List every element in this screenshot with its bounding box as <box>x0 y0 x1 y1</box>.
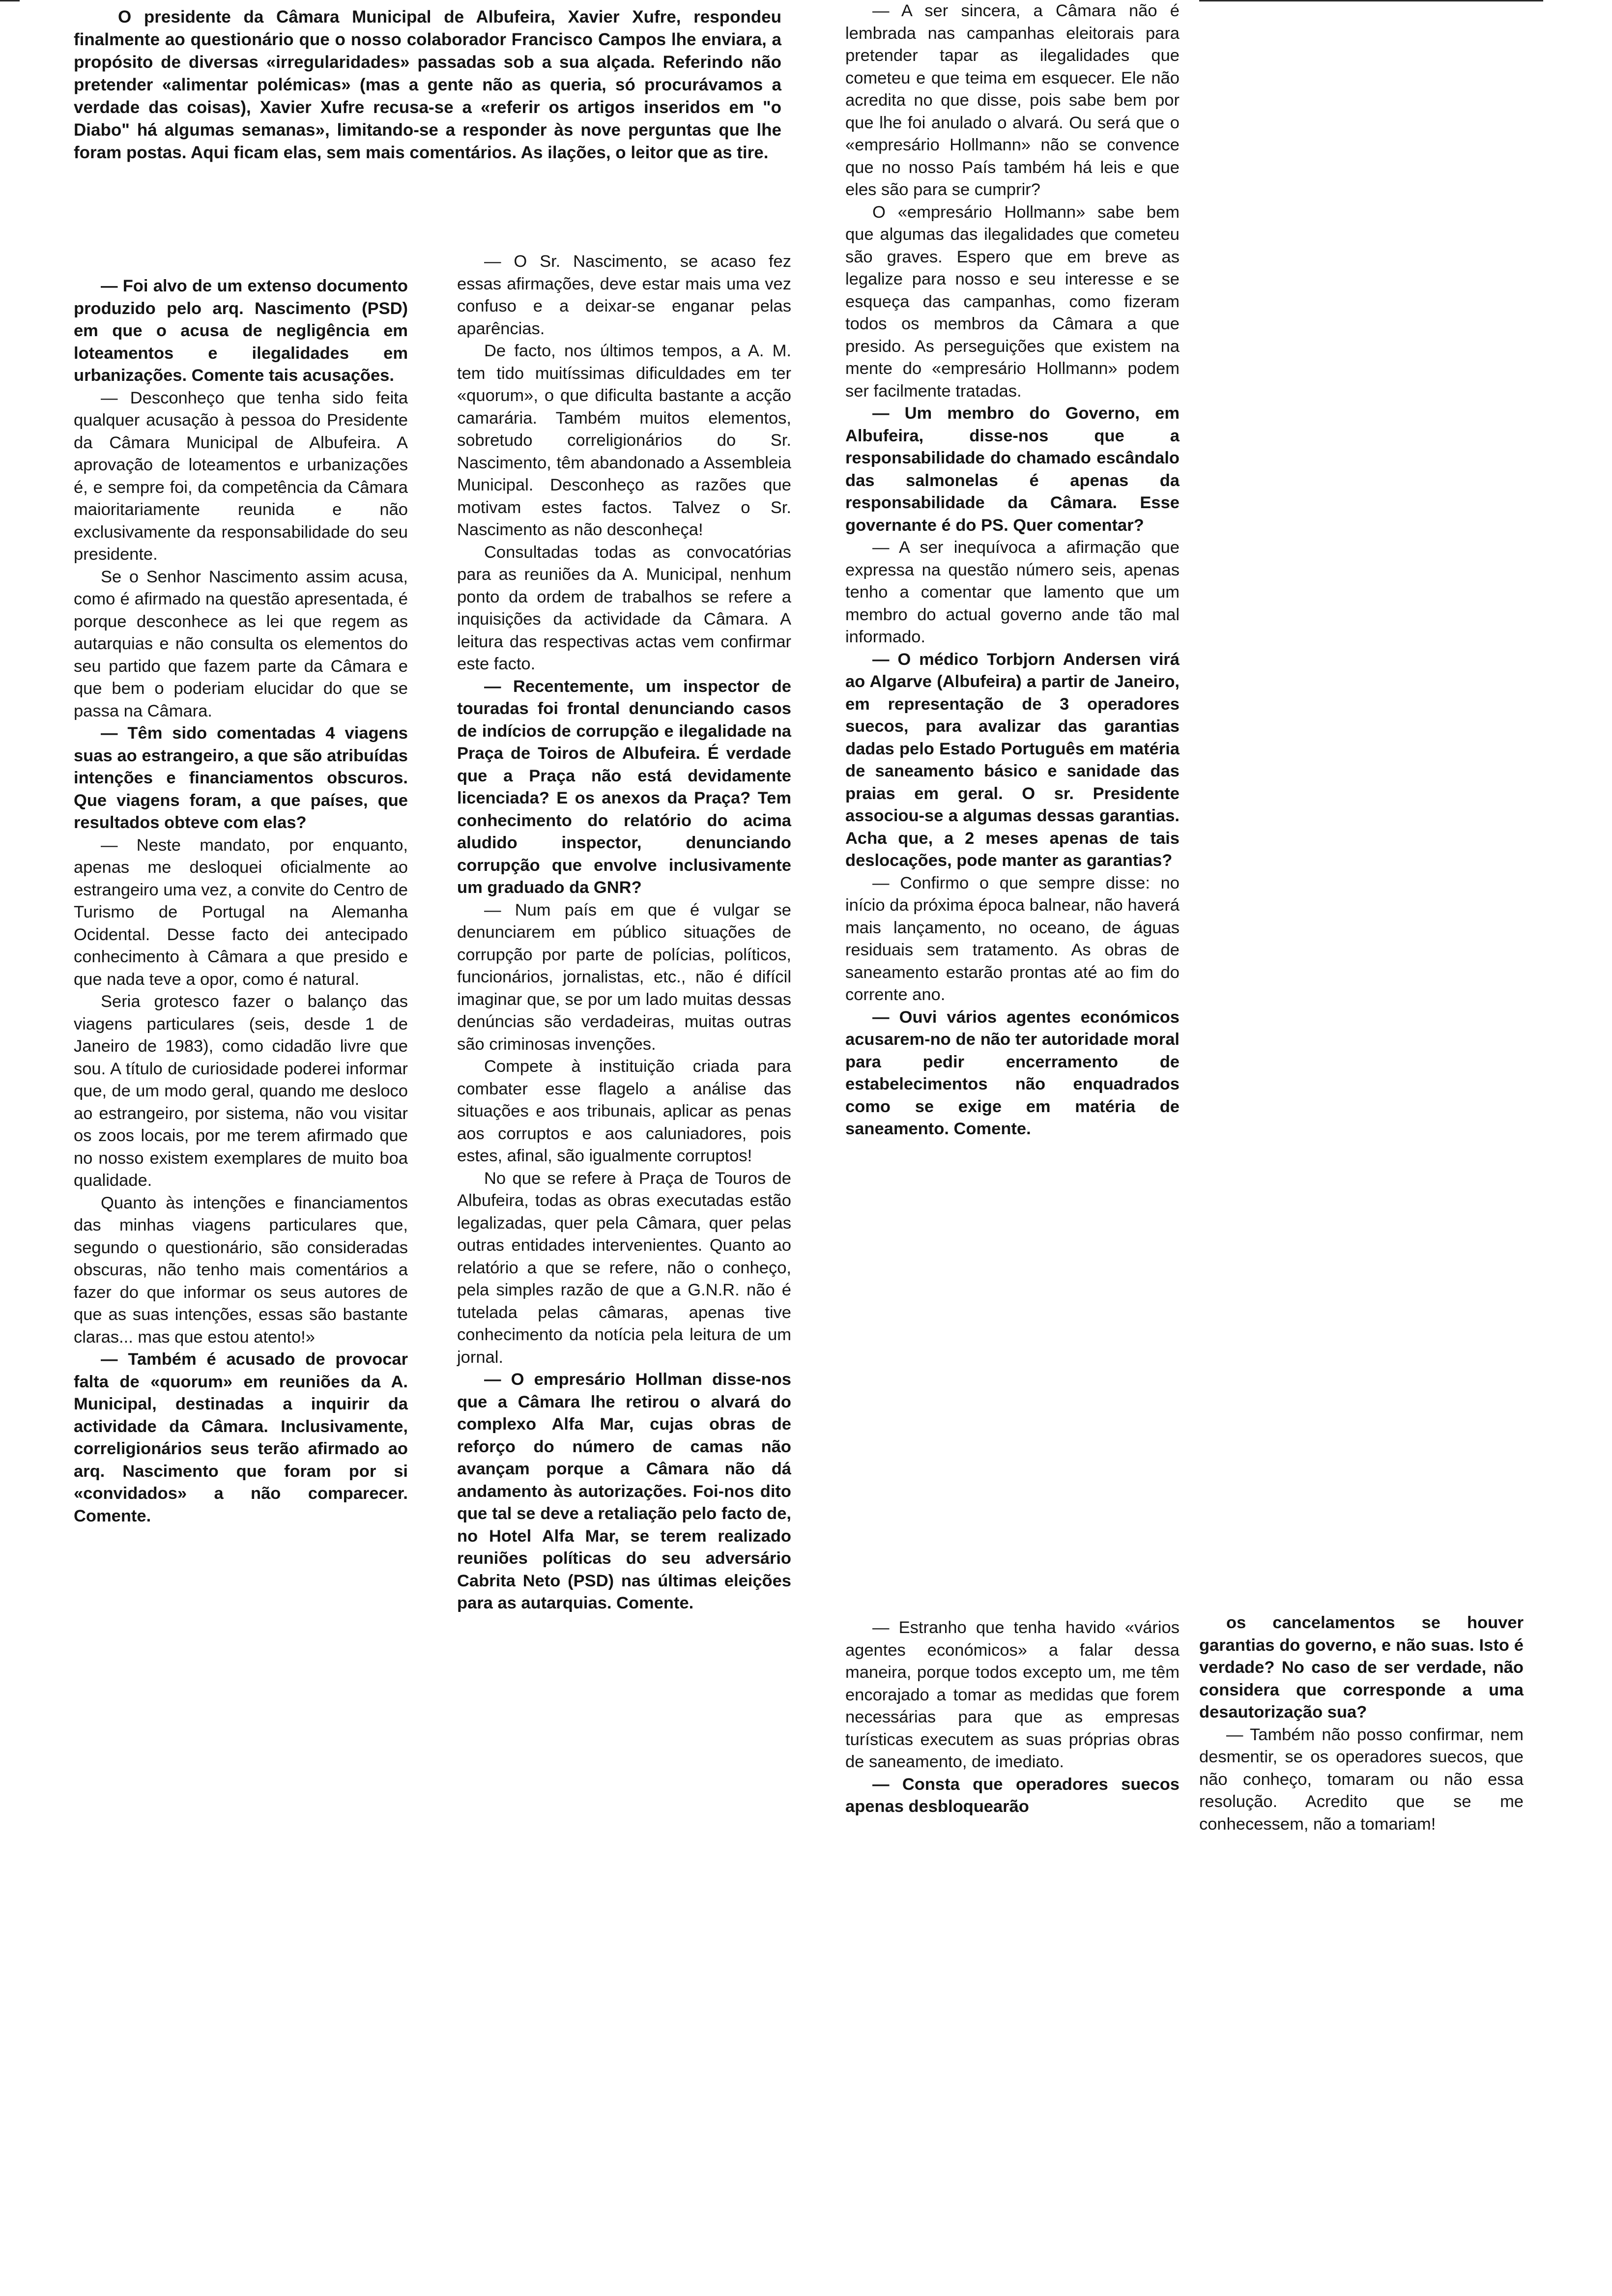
answer-paragraph: — A ser inequívoca a afirmação que expressa na questão número seis, apenas tenho a comentar que lamento que um membro do actual governo ande tão mal informado. <box>845 538 1180 646</box>
top-rule-left <box>0 0 20 1</box>
answer-paragraph: — Também não posso confirmar, nem desmentir, se os operadores suecos, que não conheço, tomaram ou não essa resolução. Acredito que se me conhecessem, não a tomariam! <box>1199 1725 1524 1834</box>
article-intro: O presidente da Câmara Municipal de Albufeira, Xavier Xufre, respondeu finalmente ao questionário que o nosso colaborador Francisco Campos lhe enviara, a propósito de diversas «irregularidades» passadas sob a sua alçada. Referindo não pretender «alimentar polémicas» (mas a gente não as queria, só procurávamos a verdade das coisas), Xavier Xufre recusa-se a «referir os artigos inseridos em "o Diabo" há algumas semanas», limitando-se a responder às nove perguntas que lhe foram postas. Aqui ficam elas, sem mais comentários. As ilações, o leitor que as tire. <box>74 7 781 162</box>
answer-paragraph: — Desconheço que tenha sido feita qualquer acusação à pessoa do Presidente da Câmara Municipal de Albufeira. A aprovação de loteamentos e urbanizações é, e sempre foi, da competência da Câmara maioritariamente reunida e não exclusivamente da responsabilidade do seu presidente. <box>74 388 408 564</box>
column-3-continued <box>845 1617 1180 1818</box>
answer-paragraph: Quanto às intenções e financiamentos das minhas viagens particulares que, segundo o questionário, são consideradas obscuras, não tenho mais comentários a fazer do que informar os seus autores de que as suas intenções, essas são bastante claras... mas que estou atento!» <box>74 1193 408 1347</box>
answer-paragraph: — O Sr. Nascimento, se acaso fez essas afirmações, deve estar mais uma vez confuso e a deixar-se enganar pelas aparências. <box>457 252 791 338</box>
column-1 <box>74 275 408 1527</box>
answer-paragraph: — Estranho que tenha havido «vários agentes económicos» a falar dessa maneira, porque todos excepto um, me têm encorajado a tomar as medidas que forem necessárias para que as empresas turísticas executem as suas próprias obras de saneamento, de imediato. <box>845 1618 1180 1771</box>
answer-paragraph: Seria grotesco fazer o balanço das viagens particulares (seis, desde 1 de Janeiro de 1983), como cidadão livre que sou. A título de curiosidade poderei informar que, de um modo geral, quando me desloco ao estrangeiro, por sistema, não vou visitar os zoos locais, por me terem afirmado que no nosso existem exemplares de muito boa qualidade. <box>74 992 408 1190</box>
answer-paragraph: De facto, nos últimos tempos, a A. M. tem tido muitíssimas dificuldades em ter «quorum», o que dificulta bastante a acção camarária. Também muitos elementos, sobretudo correligionários do Sr. Nascimento, têm abandonado a Assembleia Municipal. Desconheço as razões que motivam estes factos. Talvez o Sr. Nascimento as não desconheça! <box>457 342 791 539</box>
answer-paragraph: Consultadas todas as convocatórias para as reuniões da A. Municipal, nenhum ponto da ordem de trabalhos se refere a inquisições da actividade da Câmara. A leitura das respectivas actas vem confirmar este facto. <box>457 543 791 673</box>
column-3 <box>845 0 1180 1141</box>
question-paragraph: — Têm sido comentadas 4 viagens suas ao estrangeiro, a que são atribuídas intenções e financiamentos obscuros. Que viagens foram, a que países, que resultados obteve com elas? <box>74 724 408 832</box>
question-paragraph: — Um membro do Governo, em Albufeira, disse-nos que a responsabilidade do chamado escândalo das salmonelas é apenas da responsabilidade da Câmara. Esse governante é do PS. Quer comentar? <box>845 404 1180 535</box>
answer-paragraph: — Num país em que é vulgar se denunciarem em público situações de corrupção por parte de polícias, políticos, funcionários, jornalistas, etc., não é difícil imaginar que, se por um lado muitas dessas denúncias são verdadeiras, muitas outras são criminosas invenções. <box>457 900 791 1054</box>
top-rule-right <box>1199 0 1543 1</box>
answer-paragraph: Compete à instituição criada para combater esse flagelo a análise das situações e aos tribunais, aplicar as penas aos corruptos e aos caluniadores, pois estes, afinal, são igualmente corruptos! <box>457 1057 791 1165</box>
answer-paragraph: O «empresário Hollmann» sabe bem que algumas das ilegalidades que cometeu são graves. Espero que em breve as legalize para nosso e seu interesse e se esqueça das campanhas, como fizeram todos os membros da Câmara a que presido. As perseguições que existem na mente do «empresário Hollmann» podem ser facilmente tratadas. <box>845 202 1180 401</box>
answer-paragraph: No que se refere à Praça de Touros de Albufeira, todas as obras executadas estão legalizadas, quer pela Câmara, quer pelas outras entidades intervenientes. Quanto ao relatório a que se refere, não o conheço, pela simples razão de que a G.N.R. não é tutelada pelas câmaras, apenas tive conhecimento da notícia pela leitura de um jornal. <box>457 1169 791 1367</box>
answer-paragraph: — Confirmo o que sempre disse: no início da próxima época balnear, não haverá mais lançamento, no oceano, de águas residuais sem tratamento. As obras de saneamento estarão prontas até ao fim do corrente ano. <box>845 873 1180 1004</box>
column-4 <box>1199 1612 1524 1836</box>
question-paragraph: — Ouvi vários agentes económicos acusarem-no de não ter autoridade moral para pedir encerramento de estabelecimentos não enquadrados como se exige em matéria de saneamento. Comente. <box>845 1007 1180 1138</box>
question-paragraph: — Foi alvo de um extenso documento produzido pelo arq. Nascimento (PSD) em que o acusa de negligência em loteamentos e ilegalidades em urbanizações. Comente tais acusações. <box>74 277 408 385</box>
question-paragraph: os cancelamentos se houver garantias do governo, e não suas. Isto é verdade? No caso de ser verdade, não considera que corresponde a uma desautorização sua? <box>1199 1613 1524 1722</box>
question-paragraph: — Recentemente, um inspector de touradas foi frontal denunciando casos de indícios de corrupção e ilegalidade na Praça de Toiros de Albufeira. É verdade que a Praça não está devidamente licenciada? E os anexos da Praça? Tem conhecimento do relatório do acima aludido inspector, denunciando corrupção que envolve inclusivamente um graduado da GNR? <box>457 677 791 897</box>
answer-paragraph: — A ser sincera, a Câmara não é lembrada nas campanhas eleitorais para pretender tapar as ilegalidades que cometeu e que teima em esquecer. Ele não acredita no que disse, pois sabe bem por que lhe foi anulado o alvará. Ou será que o «empresário Hollmann» não se convence que no nosso País também há leis e que eles são para se cumprir? <box>845 1 1180 199</box>
question-paragraph: — O empresário Hollman disse-nos que a Câmara lhe retirou o alvará do complexo Alfa Mar, cujas obras de reforço do número de camas não avançam porque a Câmara não dá andamento às autorizações. Foi-nos dito que tal se deve a retaliação pelo facto de, no Hotel Alfa Mar, se terem realizado reuniões políticas do seu adversário Cabrita Neto (PSD) nas últimas eleições para as autarquias. Comente. <box>457 1370 791 1612</box>
answer-paragraph: Se o Senhor Nascimento assim acusa, como é afirmado na questão apresentada, é porque desconhece as lei que regem as autarquias e não consulta os elementos do seu partido que fazem parte da Câmara e que bem o poderiam elucidar do que se passa na Câmara. <box>74 567 408 720</box>
question-paragraph: — Consta que operadores suecos apenas desbloquearão <box>845 1775 1180 1816</box>
question-paragraph: — Também é acusado de provocar falta de «quorum» em reuniões da A. Municipal, destinadas a inquirir da actividade da Câmara. Inclusivamente, correligionários seus terão afirmado ao arq. Nascimento que foram por si «convidados» a não comparecer. Comente. <box>74 1350 408 1525</box>
answer-paragraph: — Neste mandato, por enquanto, apenas me desloquei oficialmente ao estrangeiro uma vez, a convite do Centro de Turismo de Portugal na Alemanha Ocidental. Desse facto dei antecipado conhecimento à Câmara a que presido e que nada teve a opor, como é natural. <box>74 835 408 989</box>
question-paragraph: — O médico Torbjorn Andersen virá ao Algarve (Albufeira) a partir de Janeiro, em representação de 3 operadores suecos, para avalizar das garantias dadas pelo Estado Português em matéria de saneamento básico e sanidade das praias em geral. O sr. Presidente associou-se a algumas dessas garantias. Acha que, a 2 meses apenas de tais deslocações, pode manter as garantias? <box>845 650 1180 870</box>
column-2 <box>457 251 791 1615</box>
